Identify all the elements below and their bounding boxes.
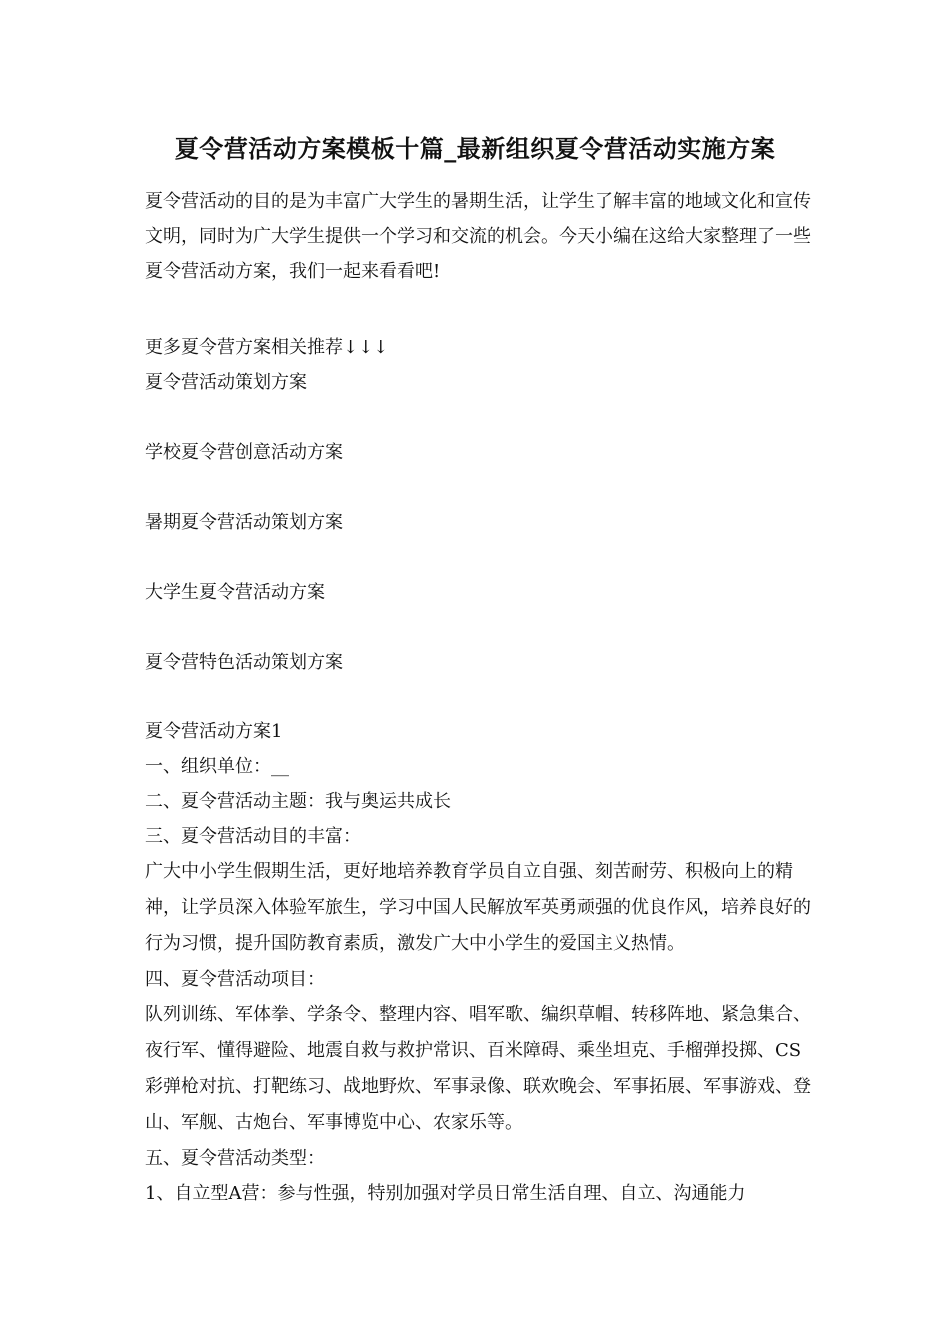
recommend-link-4[interactable]: 大学生夏令营活动方案 — [145, 582, 325, 603]
item-projects-heading: 四、夏令营活动项目： — [145, 969, 325, 990]
intro-paragraph: 夏令营活动的目的是为丰富广大学生的暑期生活，让学生了解丰富的地域文化和宣传文明，同时为广大学生提供一个学习和交流的机会。今天小编在这给大家整理了一些夏令营活动方案，我们一起来看看吧! — [145, 191, 811, 282]
item-types-body: 1、自立型A营：参与性强，特别加强对学员日常生活自理、自立、沟通能力 — [145, 1183, 746, 1204]
section-plan-1 — [145, 714, 815, 1211]
item-organizer: 一、组织单位：__ — [145, 756, 289, 777]
item-purpose-heading: 三、夏令营活动目的丰富： — [145, 826, 361, 847]
recommend-list — [145, 365, 815, 715]
item-types-heading: 五、夏令营活动类型： — [145, 1148, 325, 1169]
document-title: 夏令营活动方案模板十篇_最新组织夏令营活动实施方案 — [174, 134, 776, 163]
item-theme: 二、夏令营活动主题：我与奥运共成长 — [145, 791, 451, 812]
recommend-link-3[interactable]: 暑期夏令营活动策划方案 — [145, 512, 343, 533]
item-purpose-body: 广大中小学生假期生活，更好地培养教育学员自立自强、刻苦耐劳、积极向上的精神，让学员深入体验军旅生，学习中国人民解放军英勇顽强的优良作风，培养良好的行为习惯，提升国防教育素质，激发广大中小学生的爱国主义热情。 — [145, 861, 811, 954]
recommend-link-2[interactable]: 学校夏令营创意活动方案 — [145, 442, 343, 463]
recommend-heading: 更多夏令营方案相关推荐↓↓↓ — [145, 337, 389, 358]
recommend-link-5[interactable]: 夏令营特色活动策划方案 — [145, 652, 343, 673]
recommend-link-1[interactable]: 夏令营活动策划方案 — [145, 372, 307, 393]
item-projects-body: 队列训练、军体拳、学条令、整理内容、唱军歌、编织草帽、转移阵地、紧急集合、夜行军、懂得避险、地震自救与救护常识、百米障碍、乘坐坦克、手榴弹投掷、CS彩弹枪对抗、打靶练习、战地野炊、军事录像、联欢晚会、军事拓展、军事游戏、登山、军舰、古炮台、军事博览中心、农家乐等。 — [145, 1004, 811, 1133]
section-title: 夏令营活动方案1 — [145, 721, 283, 742]
